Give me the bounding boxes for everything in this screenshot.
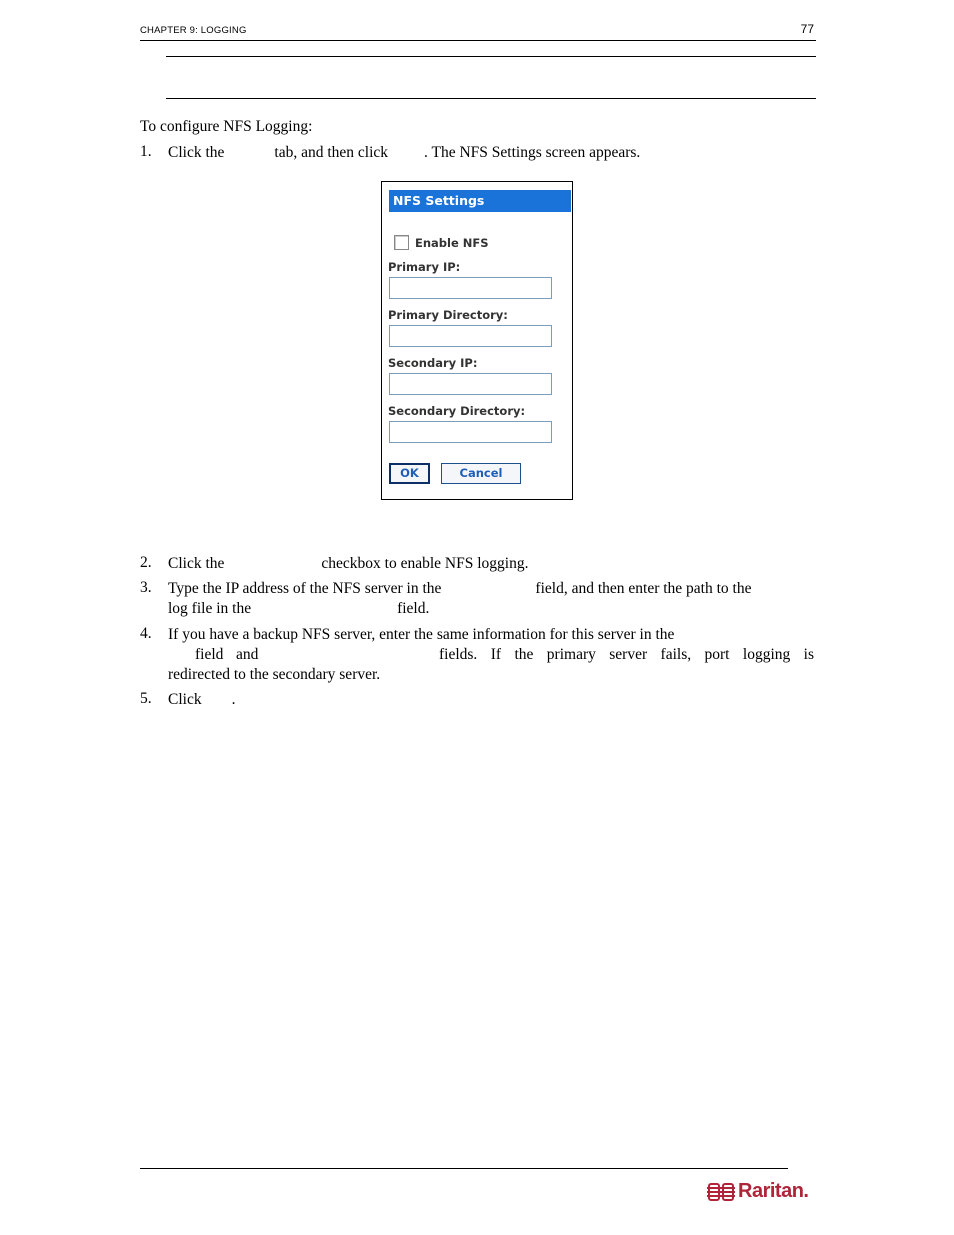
step-number: 4. xyxy=(140,625,152,642)
raritan-logo-text: Raritan. xyxy=(738,1180,809,1202)
step-1-text: Click the tab, and then click . The NFS Settings screen appears. xyxy=(168,144,641,161)
primary-ip-label: Primary IP: xyxy=(388,260,461,274)
step-5-text: Click . xyxy=(168,691,236,708)
page-number: 77 xyxy=(800,22,814,36)
secondary-directory-label: Secondary Directory: xyxy=(388,404,526,418)
step-number: 5. xyxy=(140,690,152,707)
raritan-logo-icon xyxy=(707,1181,737,1203)
step-number: 3. xyxy=(140,579,152,596)
header-rule xyxy=(140,40,816,41)
primary-directory-label: Primary Directory: xyxy=(388,308,508,322)
step-number: 2. xyxy=(140,554,152,571)
raritan-logo xyxy=(707,1180,812,1204)
intro-text: To configure NFS Logging: xyxy=(140,118,313,135)
section-rule-bottom xyxy=(166,98,816,99)
footer-rule xyxy=(140,1168,788,1169)
nfs-settings-dialog xyxy=(381,181,573,500)
ok-button[interactable]: OK xyxy=(389,463,430,484)
dialog-title: NFS Settings xyxy=(389,190,571,212)
chapter-heading: CHAPTER 9: LOGGING xyxy=(140,25,247,36)
cancel-button[interactable]: Cancel xyxy=(441,463,521,484)
secondary-directory-input[interactable] xyxy=(389,421,552,443)
step-3-text: Type the IP address of the NFS server in the field, and then enter the path to the log file in the field. xyxy=(168,580,752,617)
primary-directory-input[interactable] xyxy=(389,325,552,347)
section-rule-top xyxy=(166,56,816,57)
primary-ip-input[interactable] xyxy=(389,277,552,299)
enable-nfs-checkbox[interactable] xyxy=(394,235,409,250)
secondary-ip-input[interactable] xyxy=(389,373,552,395)
enable-nfs-label: Enable NFS xyxy=(415,236,489,250)
step-4-text: If you have a backup NFS server, enter the same information for this server in the field and fields. If the primary server fails, port logging is redirected to the secondary server. xyxy=(168,626,814,683)
secondary-ip-label: Secondary IP: xyxy=(388,356,478,370)
step-number: 1. xyxy=(140,143,152,160)
step-2-text: Click the checkbox to enable NFS logging. xyxy=(168,555,529,572)
